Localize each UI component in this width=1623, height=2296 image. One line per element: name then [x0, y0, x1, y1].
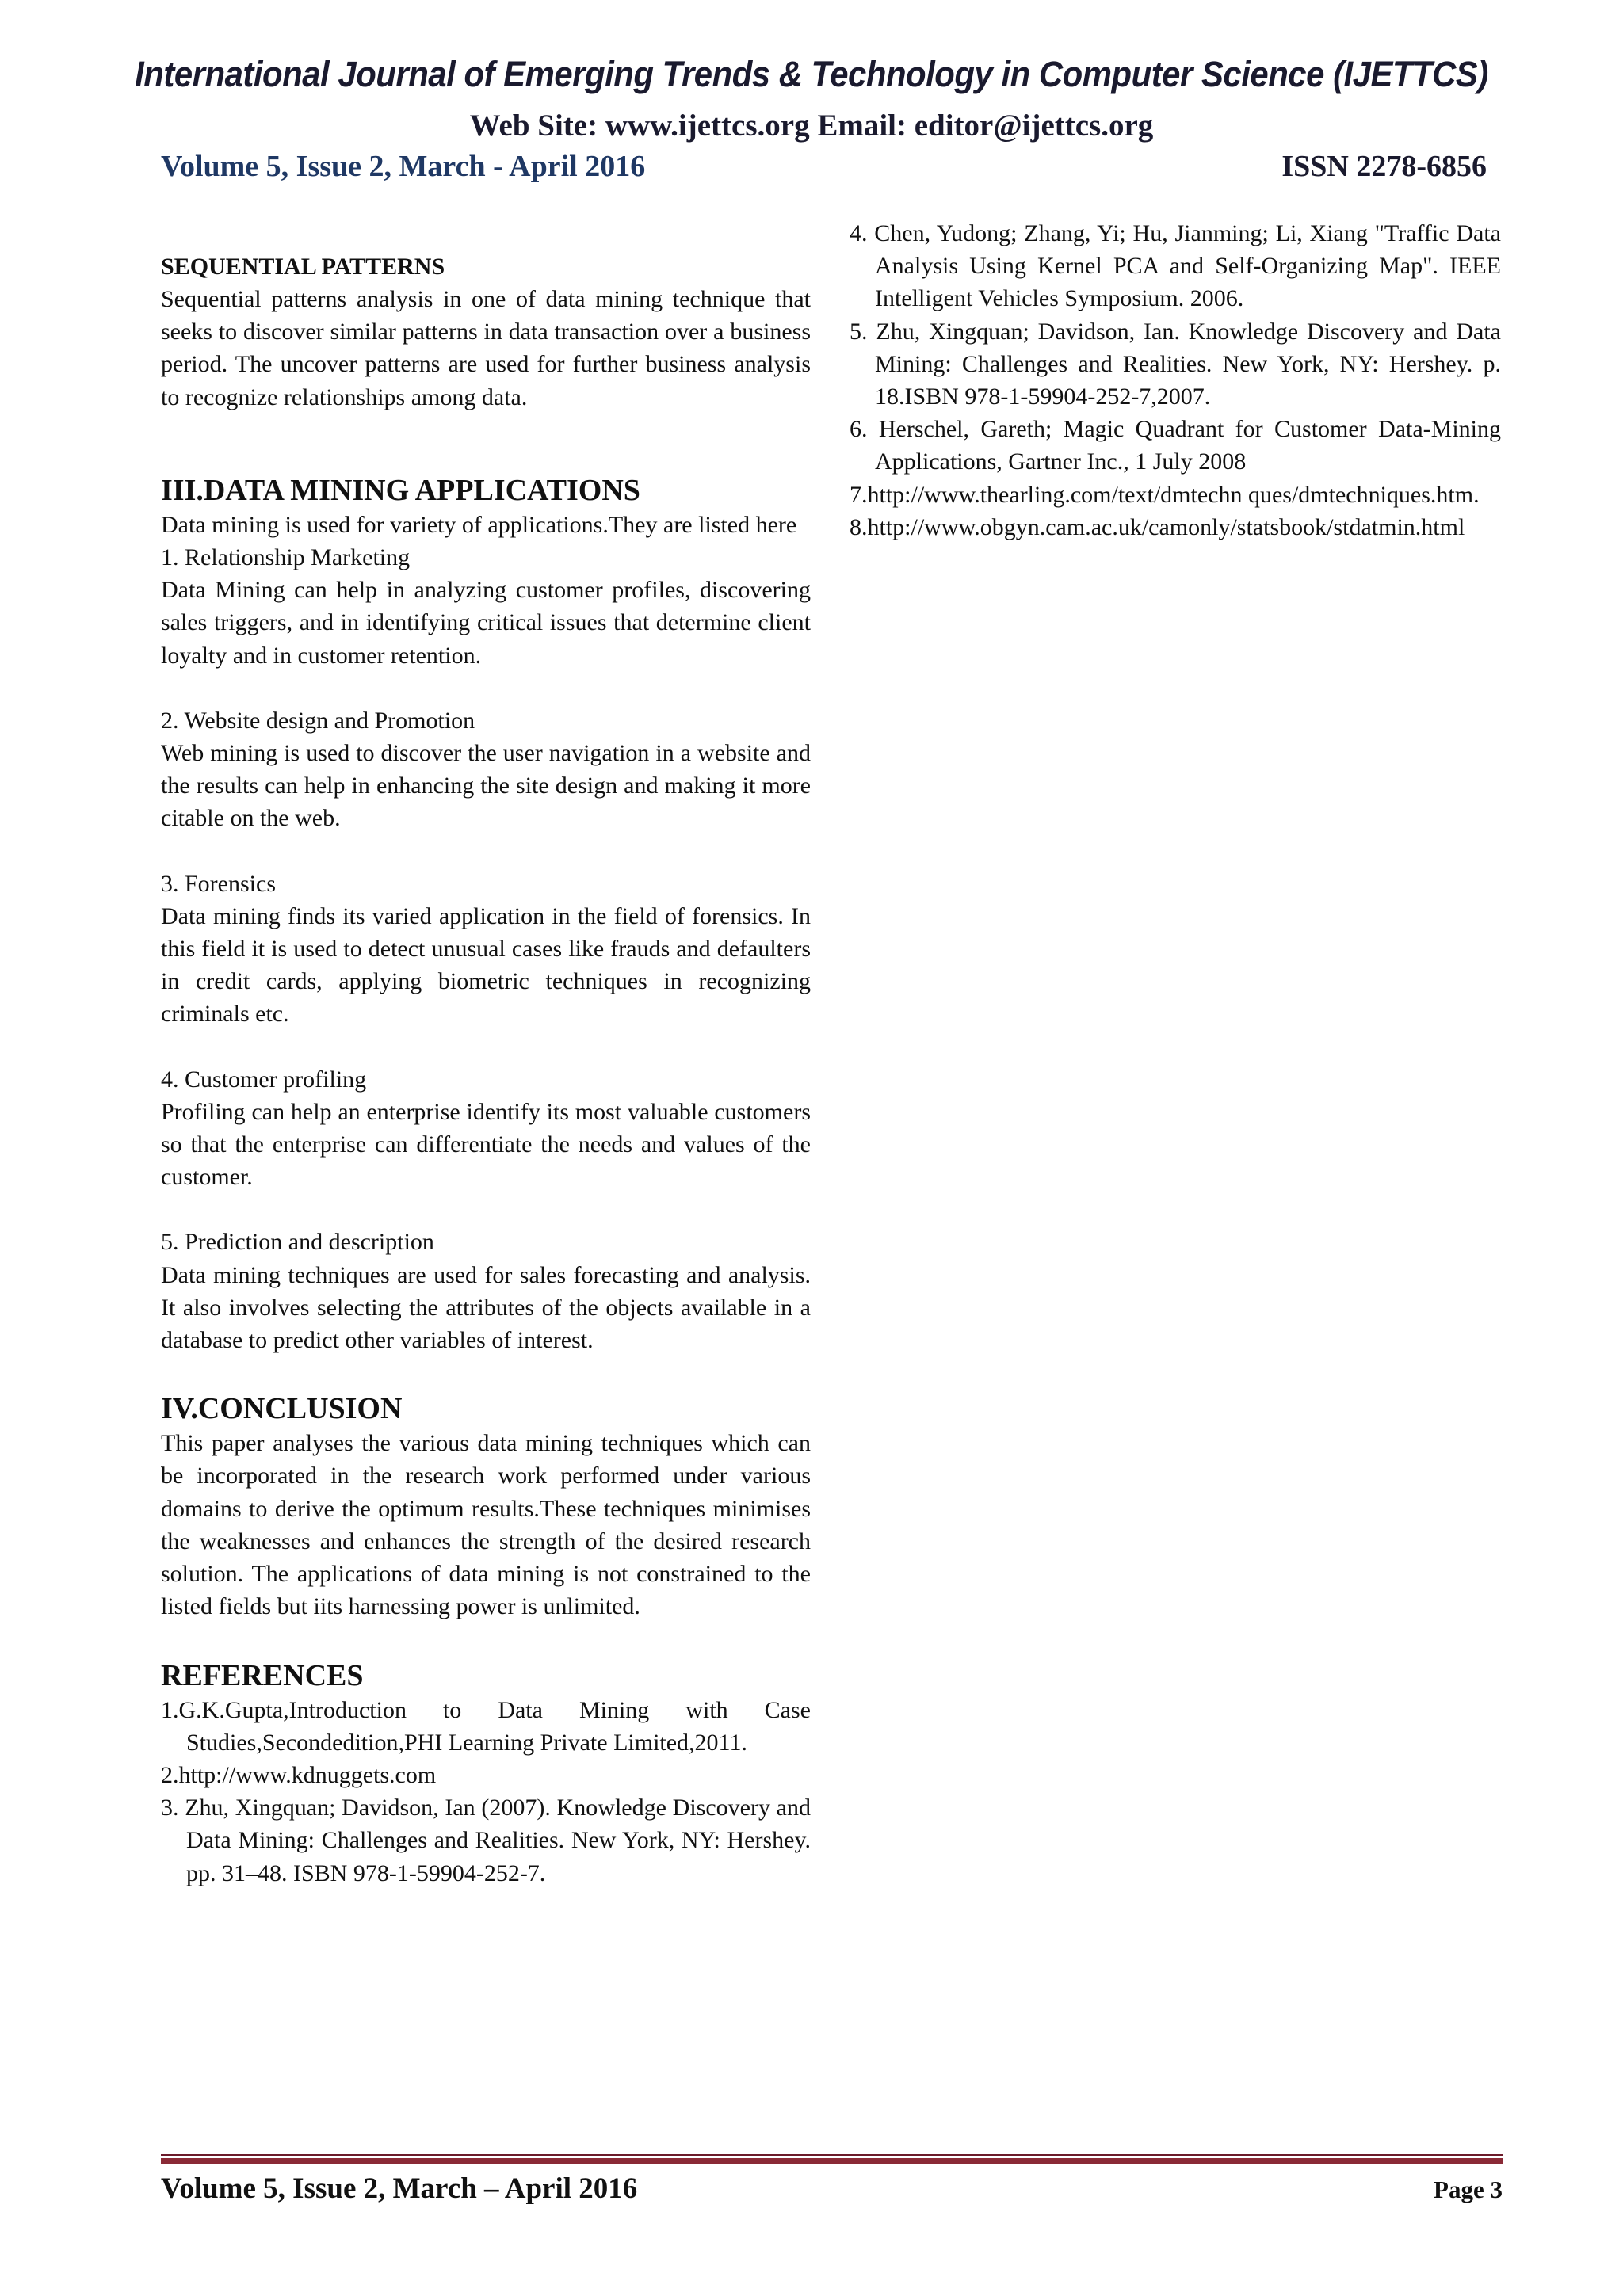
applications-heading: III.DATA MINING APPLICATIONS [161, 473, 640, 507]
reference-item: 6. Herschel, Gareth; Magic Quadrant for Customer Data-Mining Applications, Gartner Inc., 1 July 2008 [850, 416, 1501, 475]
conclusion-text: This paper analyses the various data mining techniques which can be incorporated in the research work performed under various domains to derive the optimum results.These techniques minimises the weaknesses and enhances the strength of the desired research solution. The applications of data mining is not constrained to the listed fields but iits harnessing power is unlimited. [161, 1430, 811, 1620]
applications-intro: Data mining is used for variety of applications.They are listed here [161, 511, 797, 538]
references-list-right [850, 217, 1501, 543]
app3-text: Data mining finds its varied application in the field of forensics. In this field it is used to detect unusual cases like frauds and defaulters in credit cards, applying biometric techniques in recognizing criminals etc. [161, 902, 811, 1028]
app2-text: Web mining is used to discover the user navigation in a website and the results can help in enhancing the site design and making it more citable on the web. [161, 740, 811, 832]
reference-item[interactable]: 8.http://www.obgyn.cam.ac.uk/camonly/statsbook/stdatmin.html [850, 513, 1465, 540]
app5-text: Data mining techniques are used for sales forecasting and analysis. It also involves selecting the attributes of the objects available in a database to predict other variables of interest. [161, 1261, 811, 1354]
app4-title: 4. Customer profiling [161, 1066, 367, 1093]
app1-title: 1. Relationship Marketing [161, 544, 411, 571]
conclusion-heading: IV.CONCLUSION [161, 1392, 403, 1426]
references-heading: REFERENCES [161, 1658, 364, 1692]
page-number: Page 3 [1434, 2176, 1503, 2203]
reference-item[interactable]: 7.http://www.thearling.com/text/dmtechn ques/dmtechniques.htm. [850, 481, 1480, 508]
sequential-patterns-text: Sequential patterns analysis in one of data mining technique that seeks to discover similar patterns in data transaction over a business period. The uncover patterns are used for further business analysis to recognize relationships among data. [161, 286, 811, 410]
references-list-left [161, 1694, 811, 1890]
website-line: Web Site: www.ijettcs.org Email: editor@ijettcs.org [469, 109, 1154, 143]
footer-volume: Volume 5, Issue 2, March – April 2016 [161, 2172, 638, 2205]
header-issn: ISSN 2278-6856 [1281, 150, 1487, 183]
header-volume: Volume 5, Issue 2, March - April 2016 [161, 150, 646, 183]
journal-title: International Journal of Emerging Trends & Technology in Computer Science (IJETTCS) [135, 54, 1488, 94]
reference-item[interactable]: 2.http://www.kdnuggets.com [161, 1761, 437, 1788]
right-column [850, 217, 1501, 543]
app2-title: 2. Website design and Promotion [161, 707, 475, 734]
reference-item: 3. Zhu, Xingquan; Davidson, Ian (2007). Knowledge Discovery and Data Mining: Challenges and Realities. New York, NY: Hershey. pp. 31–48. ISBN 978-1-59904-252-7. [161, 1794, 811, 1886]
reference-item: 4. Chen, Yudong; Zhang, Yi; Hu, Jianming; Li, Xiang "Traffic Data Analysis Using Kernel PCA and Self-Organizing Map". IEEE Intelligent Vehicles Symposium. 2006. [850, 220, 1501, 312]
app5-title: 5. Prediction and description [161, 1229, 434, 1256]
reference-item: 1.G.K.Gupta,Introduction to Data Mining with Case Studies,Secondedition,PHI Learning Private Limited,2011. [161, 1696, 811, 1756]
reference-item: 5. Zhu, Xingquan; Davidson, Ian. Knowledge Discovery and Data Mining: Challenges and Realities. New York, NY: Hershey. p. 18.ISBN 978-1-59904-252-7,2007. [850, 318, 1501, 410]
app3-title: 3. Forensics [161, 870, 276, 897]
footer-rule [161, 2154, 1503, 2164]
app1-text: Data Mining can help in analyzing customer profiles, discovering sales triggers, and in identifying critical issues that determine client loyalty and in customer retention. [161, 577, 811, 669]
left-column [161, 250, 811, 1890]
sequential-patterns-heading: SEQUENTIAL PATTERNS [161, 254, 445, 280]
app4-text: Profiling can help an enterprise identify its most valuable customers so that the enterprise can differentiate the needs and values of the customer. [161, 1098, 811, 1191]
